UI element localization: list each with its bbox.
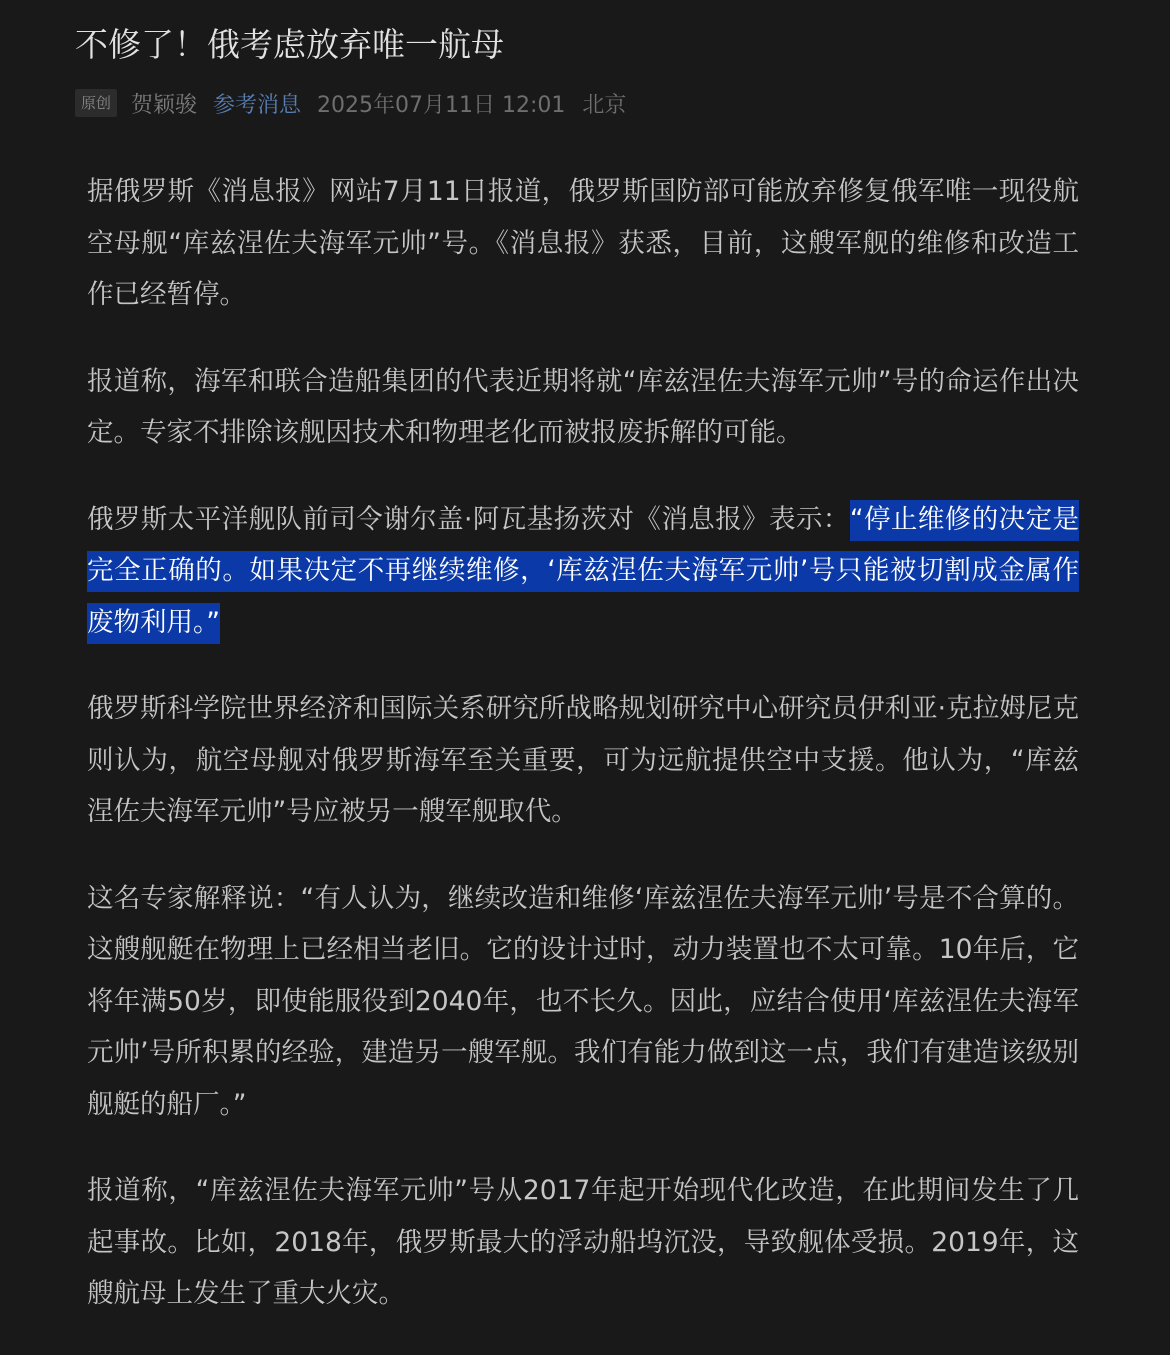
- article-body: [87, 166, 1079, 1355]
- paragraph-6: 报道称，“库兹涅佐夫海军元帅”号从2017年起开始现代化改造，在此期间发生了几起事故。比如，2018年，俄罗斯最大的浮动船坞沉没，导致舰体受损。2019年，这艘航母上发生了重大火灾。: [87, 1175, 1079, 1309]
- article-meta: [75, 88, 626, 118]
- original-badge: 原创: [75, 89, 117, 117]
- publish-location: 北京: [582, 92, 627, 118]
- selected-text-highlight[interactable]: “停止维修的决定是完全正确的。如果决定不再继续维修，‘库兹涅佐夫海军元帅’号只能被切割成金属作废物利用。”: [87, 500, 1079, 644]
- author-name: 贺颖骏: [131, 92, 198, 118]
- paragraph-4: 俄罗斯科学院世界经济和国际关系研究所战略规划研究中心研究员伊利亚·克拉姆尼克则认为，航空母舰对俄罗斯海军至关重要，可为远航提供空中支援。他认为，“库兹涅佐夫海军元帅”号应被另一艘军舰取代。: [87, 693, 1079, 827]
- paragraph-5: 这名专家解释说：“有人认为，继续改造和维修‘库兹涅佐夫海军元帅’号是不合算的。这艘舰艇在物理上已经相当老旧。它的设计过时，动力装置也不太可靠。10年后，它将年满50岁，即使能服役到2040年，也不长久。因此，应结合使用‘库兹涅佐夫海军元帅’号所积累的经验，建造另一艘军舰。我们有能力做到这一点，我们有建造该级别舰艇的船厂。”: [87, 882, 1079, 1120]
- paragraph-2: 报道称，海军和联合造船集团的代表近期将就“库兹涅佐夫海军元帅”号的命运作出决定。专家不排除该舰因技术和物理老化而被报废拆解的可能。: [87, 365, 1079, 448]
- publish-datetime: 2025年07月11日 12:01: [317, 92, 566, 118]
- paragraph-3-lead: 俄罗斯太平洋舰队前司令谢尔盖·阿瓦基扬茨对《消息报》表示：: [87, 503, 850, 535]
- source-link[interactable]: 参考消息: [213, 92, 302, 118]
- paragraph-1: 据俄罗斯《消息报》网站7月11日报道，俄罗斯国防部可能放弃修复俄军唯一现役航空母舰“库兹涅佐夫海军元帅”号。《消息报》获悉，目前，这艘军舰的维修和改造工作已经暂停。: [87, 176, 1079, 310]
- paragraph-3: [87, 494, 1079, 649]
- article-title: 不修了！俄考虑放弃唯一航母: [75, 25, 504, 64]
